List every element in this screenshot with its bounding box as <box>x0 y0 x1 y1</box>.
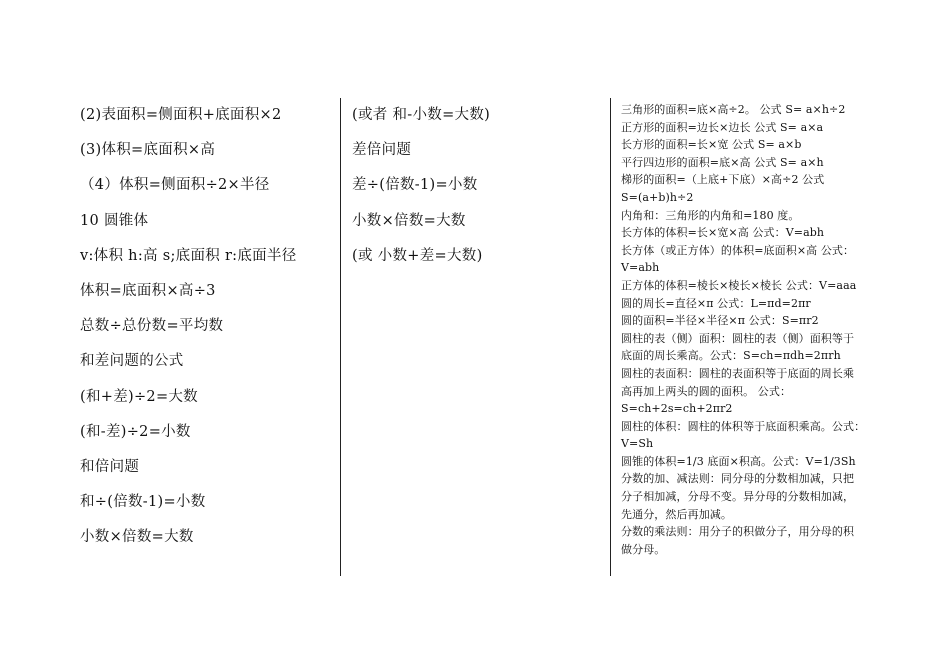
text-line: S=(a+b)h÷2 <box>621 190 694 204</box>
text-line: (或者 和-小数=大数) <box>352 107 491 123</box>
text-line: 体积=底面积×高÷3 <box>80 282 216 299</box>
text-line: （4）体积=侧面积÷2×半径 <box>80 177 270 194</box>
text-line: (2)表面积=侧面积+底面积×2 <box>80 107 282 123</box>
text-line: 圆锥的体积=1/3 底面×积高。公式：V=1/3Sh <box>621 454 856 468</box>
text-line: (3)体积=底面积×高 <box>80 142 216 159</box>
section-heading: 和倍问题 <box>80 458 140 475</box>
text-line: 内角和：三角形的内角和=180 度。 <box>621 208 800 222</box>
text-line: 正方体的体积=棱长×棱长×棱长 公式：V=aaa <box>621 278 857 292</box>
text-line: 先通分，然后再加减。 <box>621 507 732 521</box>
section-heading: 差倍问题 <box>352 142 412 159</box>
text-line: 底面的周长乘高。公式：S=ch=πdh=2πrh <box>621 349 841 363</box>
text-line: 做分母。 <box>621 542 666 556</box>
text-line: 长方体（或正方体）的体积=底面积×高 公式： <box>621 243 855 257</box>
text-line: 和÷(倍数-1)=小数 <box>80 494 206 511</box>
text-line: 梯形的面积=（上底+下底）×高÷2 公式 <box>621 173 825 187</box>
text-line: V=Sh <box>621 437 654 451</box>
section-heading: 和差问题的公式 <box>80 353 184 370</box>
column-divider <box>610 98 611 576</box>
text-line: 圆的周长=直径×π 公式：L=πd=2πr <box>621 296 811 310</box>
section-heading: 10 圆锥体 <box>80 212 149 229</box>
text-line: S=ch+2s=ch+2πr2 <box>621 402 733 416</box>
text-line: V=abh <box>621 261 660 275</box>
text-line: v:体积 h:高 s;底面积 r:底面半径 <box>80 247 297 264</box>
text-line: (和+差)÷2=大数 <box>80 388 198 405</box>
text-line: 三角形的面积=底×高÷2。 公式 S= a×h÷2 <box>621 103 846 116</box>
text-line: 圆的面积=半径×半径×π 公式：S=πr2 <box>621 314 819 328</box>
text-line: (或 小数+差=大数) <box>352 247 483 264</box>
text-line: 分子相加减，分母不变。异分母的分数相加减， <box>621 490 855 504</box>
text-line: 圆柱的体积：圆柱的体积等于底面积乘高。公式： <box>621 419 866 433</box>
text-line: (和-差)÷2=小数 <box>80 423 191 440</box>
text-line: 分数的乘法则：用分子的积做分子，用分母的积 <box>621 525 855 539</box>
middle-column <box>352 104 602 280</box>
text-line: 高再加上两头的圆的面积。 公式： <box>621 384 792 398</box>
text-line: 长方体的体积=长×宽×高 公式：V=abh <box>621 226 825 240</box>
text-line: 总数÷总份数=平均数 <box>80 318 224 335</box>
text-line: 小数×倍数=大数 <box>80 529 194 546</box>
right-column <box>621 101 873 558</box>
column-divider <box>340 98 341 576</box>
text-line: 正方形的面积=边长×边长 公式 S= a×a <box>621 120 824 134</box>
text-line: 圆柱的表面积：圆柱的表面积等于底面的周长乘 <box>621 366 855 380</box>
text-line: 长方形的面积=长×宽 公式 S= a×b <box>621 138 802 152</box>
left-column <box>80 104 335 561</box>
text-line: 小数×倍数=大数 <box>352 212 466 229</box>
text-line: 平行四边形的面积=底×高 公式 S= a×h <box>621 155 824 169</box>
text-line: 圆柱的表（侧）面积：圆柱的表（侧）面积等于 <box>621 331 855 345</box>
text-line: 差÷(倍数-1)=小数 <box>352 177 478 194</box>
text-line: 分数的加、减法则：同分母的分数相加减，只把 <box>621 472 855 486</box>
